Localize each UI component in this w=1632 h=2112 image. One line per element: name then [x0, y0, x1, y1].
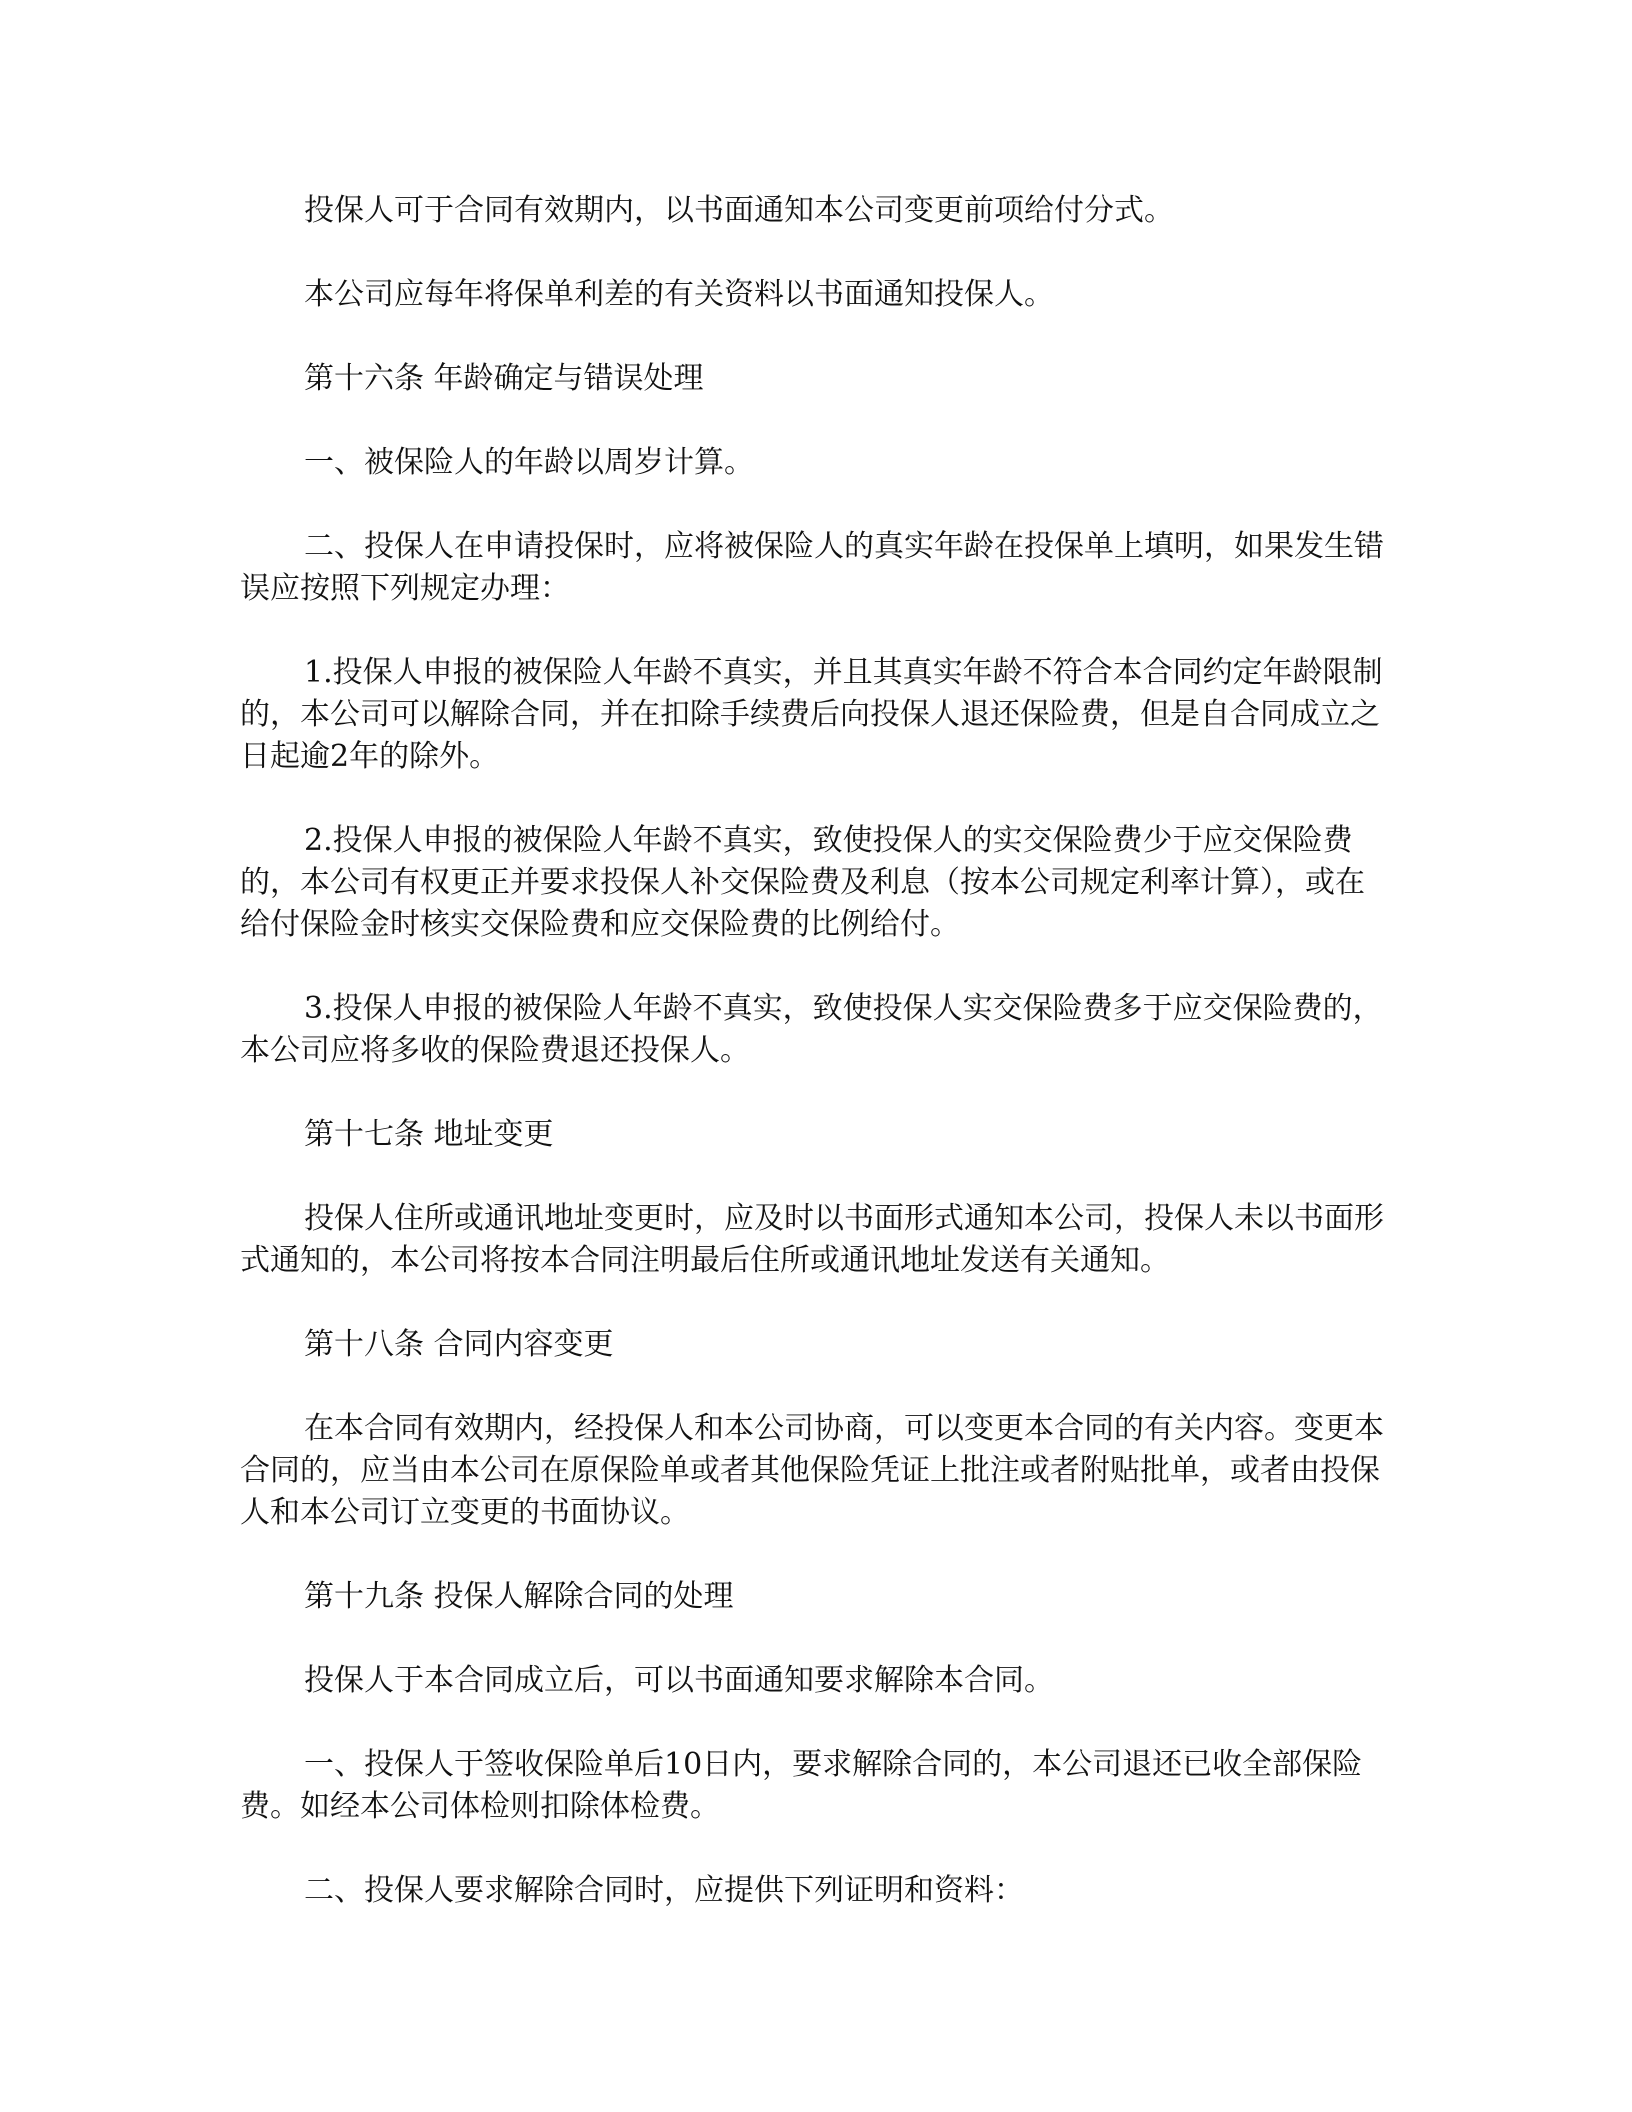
article-19-item-2: 二、投保人要求解除合同时，应提供下列证明和资料： — [304, 1873, 1024, 1908]
document-page — [240, 190, 1390, 1954]
article-19-item-1: 一、投保人于签收保险单后10日内，要求解除合同的，本公司退还已收全部保险费。如经本公司体检则扣除体检费。 — [240, 1747, 1363, 1824]
article-17-body: 投保人住所或通讯地址变更时，应及时以书面形式通知本公司，投保人未以书面形式通知的，本公司将按本合同注明最后住所或通讯地址发送有关通知。 — [240, 1201, 1384, 1278]
article-16-subitem-2: 2.投保人申报的被保险人年龄不真实，致使投保人的实交保险费少于应交保险费的，本公司有权更正并要求投保人补交保险费及利息（按本公司规定利率计算），或在给付保险金时核实交保险费和应交保险费的比例给付。 — [240, 823, 1365, 942]
article-19-intro: 投保人于本合同成立后，可以书面通知要求解除本合同。 — [304, 1663, 1054, 1698]
paragraph-change-payment-method: 投保人可于合同有效期内，以书面通知本公司变更前项给付分式。 — [304, 193, 1174, 228]
article-16-item-2: 二、投保人在申请投保时，应将被保险人的真实年龄在投保单上填明，如果发生错误应按照下列规定办理： — [240, 529, 1384, 606]
article-19-heading: 第十九条 投保人解除合同的处理 — [304, 1579, 734, 1614]
paragraph-annual-notice: 本公司应每年将保单利差的有关资料以书面通知投保人。 — [304, 277, 1054, 312]
article-18-body: 在本合同有效期内，经投保人和本公司协商，可以变更本合同的有关内容。变更本合同的，应当由本公司在原保险单或者其他保险凭证上批注或者附贴批单，或者由投保人和本公司订立变更的书面协议。 — [240, 1411, 1384, 1530]
article-18-heading: 第十八条 合同内容变更 — [304, 1327, 614, 1362]
article-16-heading: 第十六条 年龄确定与错误处理 — [304, 361, 704, 396]
article-16-item-1: 一、被保险人的年龄以周岁计算。 — [304, 445, 754, 480]
article-17-heading: 第十七条 地址变更 — [304, 1117, 554, 1152]
article-16-subitem-3: 3.投保人申报的被保险人年龄不真实，致使投保人实交保险费多于应交保险费的，本公司应将多收的保险费退还投保人。 — [240, 991, 1383, 1068]
article-16-subitem-1: 1.投保人申报的被保险人年龄不真实，并且其真实年龄不符合本合同约定年龄限制的，本公司可以解除合同，并在扣除手续费后向投保人退还保险费，但是自合同成立之日起逾2年的除外。 — [240, 655, 1383, 774]
